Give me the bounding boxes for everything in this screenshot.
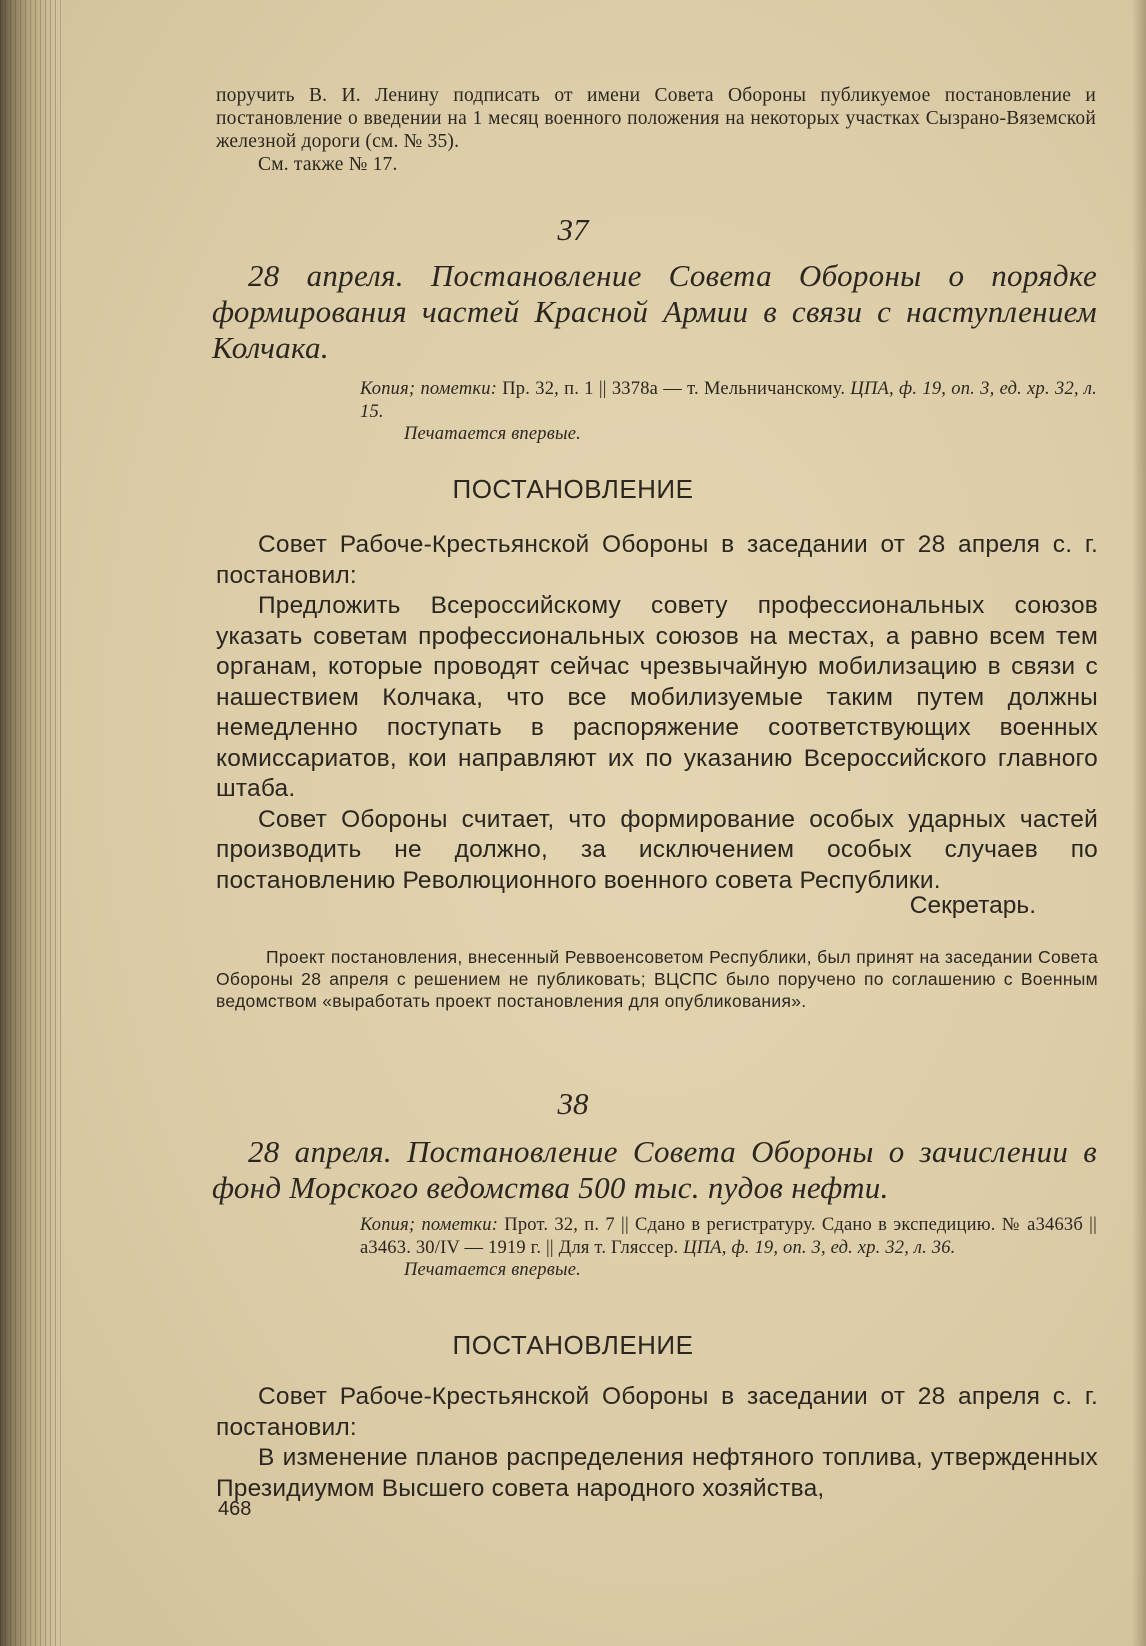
doc37-footnote [216,946,1098,1012]
doc38-meta-label: Копия; пометки: [360,1215,499,1235]
doc37-heading: 28 апреля. Постановление Совета Обороны о порядке формирования частей Красной Армии в связи с наступлением Колчака. [212,258,1097,365]
doc37-resolution-title: ПОСТАНОВЛЕНИЕ [452,474,694,504]
doc37-paragraph-3: Совет Обороны считает, что формирование особых ударных частей производить не должно, за исключением особых случаев по постановлению Революционного военного совета Республики. [216,805,1098,894]
doc38-resolution-title: ПОСТАНОВЛЕНИЕ [452,1330,694,1360]
doc37-meta-label: Копия; пометки: [360,379,498,399]
doc38-meta-archive: ЦПА, ф. 19, оп. 3, ед. хр. 32, л. 36. [683,1237,956,1258]
doc38-meta-note: Печатается впервые. [404,1260,581,1280]
doc38-paragraph-2: В изменение планов распределения нефтяного топлива, утвержденных Президиумом Высшего совета народного хозяйства, [216,1444,1098,1502]
doc38-meta [360,1214,1097,1282]
see-also: См. также № 17. [258,154,398,175]
doc37-meta-note: Печатается впервые. [404,424,581,444]
doc37-signature: Секретарь. [909,892,1036,919]
doc37-number: 37 [557,212,589,247]
doc37-body [216,530,1098,896]
top-paragraph-text: поручить В. И. Ленину подписать от имени Совета Обороны публикуемое постановление и постановление о введении на 1 месяц военного положения на некоторых участках Сызрано-Вяземской железной дороги (см. № 35). [216,85,1096,152]
doc37-meta-text: Пр. 32, п. 1 || 3378а — т. Мельничанскому. [497,379,846,399]
doc37-meta-archive: ЦПА, ф. 19, оп. 3, ед. хр. 32, л. 15. [360,379,1097,422]
doc38-paragraph-1: Совет Рабоче-Крестьянской Обороны в заседании от 28 апреля с. г. постановил: [216,1383,1098,1441]
doc38-body [216,1382,1098,1504]
doc37-paragraph-2: Предложить Всероссийскому совету профессиональных союзов указать советам профессиональных союзов на местах, а равно всем тем органам, которые проводят сейчас чрезвычайную мобилизацию в связи с нашествием Колчака, что все мобилизуемые таким путем должны немедленно поступать в распоряжение соответствующих военных комиссариатов, кои направляют их по указанию Всероссийского главного штаба. [216,592,1098,802]
doc38-meta-text: Прот. 32, п. 7 || Сдано в регистратуру. Сдано в экспедицию. № а3463б || а3463. 30/IV — 1919 г. || Для т. Гляссер. [360,1215,1097,1258]
page-number: 468 [218,1498,252,1520]
doc37-meta [360,378,1097,446]
doc37-paragraph-1: Совет Рабоче-Крестьянской Обороны в заседании от 28 апреля с. г. постановил: [216,531,1098,589]
doc38-heading: 28 апреля. Постановление Совета Обороны о зачислении в фонд Морского ведомства 500 тыс. пудов нефти. [212,1134,1097,1205]
doc37-footnote-text: Проект постановления, внесенный Реввоенсоветом Республики, был принят на заседании Совета Обороны 28 апреля с решением не публиковать; ВЦСПС было поручено по соглашению с Военным ведомством «выработать проект постановления для опубликования». [216,947,1098,1011]
top-paragraph [216,84,1096,176]
doc38-number: 38 [557,1086,589,1121]
